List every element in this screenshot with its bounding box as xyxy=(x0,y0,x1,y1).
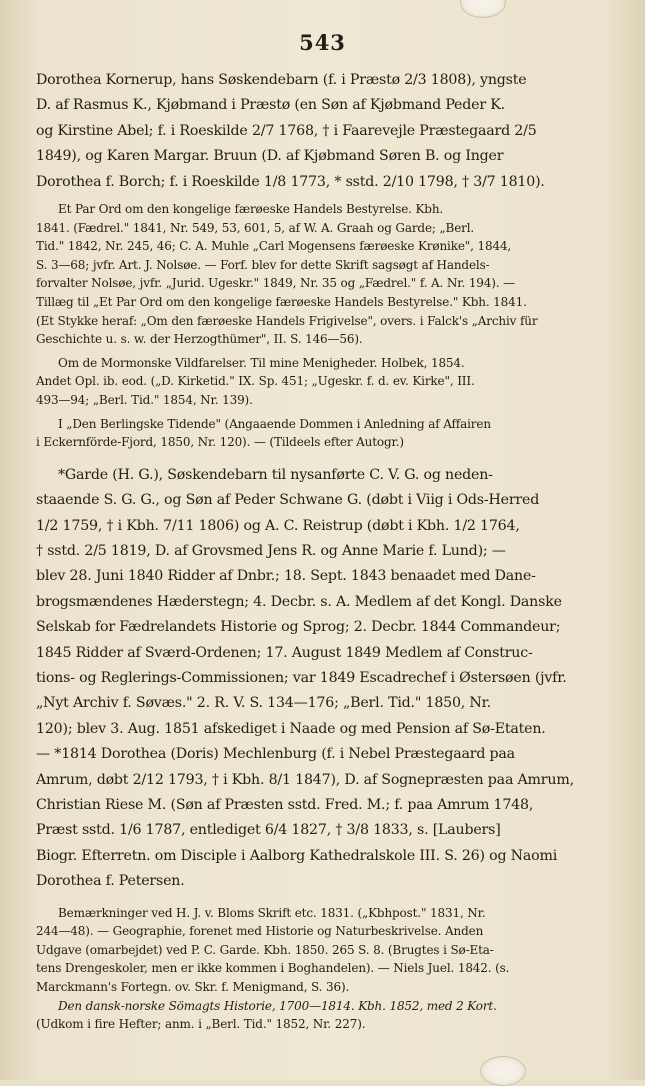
text-line: forvalter Nolsøe, jvfr. „Jurid. Ugeskr." 1849, Nr. 35 og „Fædrel." f. A. Nr. 194). — xyxy=(36,276,515,291)
text-line: Geschichte u. s. w. der Herzogthümer", II. S. 146—56). xyxy=(36,332,363,347)
text-line: Tid." 1842, Nr. 245, 46; C. A. Muhle „Carl Mogensens færøeske Krønike", 1844, xyxy=(36,239,512,254)
text-line: Tillæg til „Et Par Ord om den kongelige færøeske Handels Bestyrelse." Kbh. 1841. xyxy=(36,295,527,309)
text-line: Christian Riese M. (Søn af Præsten sstd. Fred. M.; f. paa Amrum 1748, xyxy=(36,797,534,814)
entry-kornerup-spouse xyxy=(36,68,614,195)
text-line: † sstd. 2/5 1819, D. af Grovsmed Jens R. og Anne Marie f. Lund); — xyxy=(36,542,506,559)
text-line: 1841. (Fædrel." 1841, Nr. 549, 53, 601, 5, af W. A. Graah og Garde; „Berl. xyxy=(36,220,475,235)
text-line: tens Drengeskoler, men er ikke kommen i Boghandelen). — Niels Juel. 1842. (s. xyxy=(36,961,510,976)
bibliography-mormon xyxy=(36,354,614,410)
text-line: Amrum, døbt 2/12 1793, † i Kbh. 8/1 1847), D. af Sognepræsten paa Amrum, xyxy=(36,771,574,788)
binding-hole-top xyxy=(460,0,506,18)
text-line: blev 28. Juni 1840 Ridder af Dnbr.; 18. Sept. 1843 benaadet med Dane- xyxy=(36,568,536,585)
text-line: „Nyt Archiv f. Søvæs." 2. R. V. S. 134—176; „Berl. Tid." 1850, Nr. xyxy=(36,695,491,712)
text-body xyxy=(36,68,614,1039)
text-line: 120); blev 3. Aug. 1851 afskediget i Naade og med Pension af Sø-Etaten. xyxy=(36,720,546,737)
text-line: Biogr. Efterretn. om Disciple i Aalborg Kathedralskole III. S. 26) og Naomi xyxy=(36,847,558,864)
text-line: Dorothea f. Borch; f. i Roeskilde 1/8 1773, * sstd. 2/10 1798, † 3/7 1810). xyxy=(36,173,545,190)
text-line: tions- og Reglerings-Commissionen; var 1849 Escadrechef i Østersøen (jvfr. xyxy=(36,670,567,686)
entry-heading-line: *Garde (H. G.), Søskendebarn til nysanførte C. V. G. og neden- xyxy=(58,466,493,483)
text-line: Den dansk-norske Sömagts Historie, 1700—1814. Kbh. 1852, med 2 Kort. xyxy=(58,998,497,1013)
text-line: Præst sstd. 1/6 1787, entlediget 6/4 1827, † 3/8 1833, s. [Laubers] xyxy=(36,822,501,839)
text-line: I „Den Berlingske Tidende" (Angaaende Dommen i Anledning af Affairen xyxy=(58,416,491,431)
page-number: 543 xyxy=(299,30,346,55)
text-line: og Kirstine Abel; f. i Roeskilde 2/7 1768, † i Faarevejle Præstegaard 2/5 xyxy=(36,122,537,139)
text-line: — *1814 Dorothea (Doris) Mechlenburg (f. i Nebel Præstegaard paa xyxy=(36,746,515,763)
text-line: Andet Opl. ib. eod. („D. Kirketid." IX. Sp. 451; „Ugeskr. f. d. ev. Kirke", III. xyxy=(36,374,475,389)
text-line: Et Par Ord om den kongelige færøeske Handels Bestyrelse. Kbh. xyxy=(58,202,444,217)
text-line: Selskab for Fædrelandets Historie og Sprog; 2. Decbr. 1844 Commandeur; xyxy=(36,619,561,636)
text-line: (Et Stykke heraf: „Om den færøeske Handels Frigivelse", overs. i Falck's „Archiv für xyxy=(36,313,538,328)
text-line: Dorothea f. Petersen. xyxy=(36,873,185,890)
bibliography-faroese-trade xyxy=(36,200,614,349)
text-line: brogsmændenes Hæderstegn; 4. Decbr. s. A. Medlem af det Kongl. Danske xyxy=(36,593,562,610)
text-line: staaende S. G. G., og Søn af Peder Schwane G. (døbt i Viig i Ods-Herred xyxy=(36,492,540,509)
text-line: Udgave (omarbejdet) ved P. C. Garde. Kbh. 1850. 265 S. 8. (Brugtes i Sø-Eta- xyxy=(36,942,494,957)
text-line: 493—94; „Berl. Tid." 1854, Nr. 139). xyxy=(36,392,253,407)
text-line: Marckmann's Fortegn. ov. Skr. f. Menigmand, S. 36). xyxy=(36,980,350,995)
bibliography-garde-works xyxy=(36,904,614,1034)
text-line: S. 3—68; jvfr. Art. J. Nolsøe. — Forf. blev for dette Skrift sagsøgt af Handels- xyxy=(36,257,490,272)
text-line: D. af Rasmus K., Kjøbmand i Præstø (en Søn af Kjøbmand Peder K. xyxy=(36,97,505,114)
text-line: 1/2 1759, † i Kbh. 7/11 1806) og A. C. Reistrup (døbt i Kbh. 1/2 1764, xyxy=(36,517,520,534)
text-line: Bemærkninger ved H. J. v. Bloms Skrift etc. 1831. („Kbhpost." 1831, Nr. xyxy=(58,905,486,920)
text-line: Dorothea Kornerup, hans Søskendebarn (f. i Præstø 2/3 1808), yngste xyxy=(36,72,527,88)
bibliography-berlingske xyxy=(36,415,614,452)
binding-hole-bottom xyxy=(480,1056,526,1086)
text-line: (Udkom i fire Hefter; anm. i „Berl. Tid." 1852, Nr. 227). xyxy=(36,1017,366,1032)
text-line: 1845 Ridder af Sværd-Ordenen; 17. August 1849 Medlem af Construc- xyxy=(36,644,533,661)
text-line: Om de Mormonske Vildfarelser. Til mine Menigheder. Holbek, 1854. xyxy=(58,355,465,370)
text-line: 1849), og Karen Margar. Bruun (D. af Kjøbmand Søren B. og Inger xyxy=(36,148,504,165)
text-line: 244—48). — Geographie, forenet med Historie og Naturbeskrivelse. Anden xyxy=(36,924,484,939)
text-line: i Eckernförde-Fjord, 1850, Nr. 120). — (Tildeels efter Autogr.) xyxy=(36,435,404,450)
entry-garde-h-g xyxy=(36,463,614,895)
